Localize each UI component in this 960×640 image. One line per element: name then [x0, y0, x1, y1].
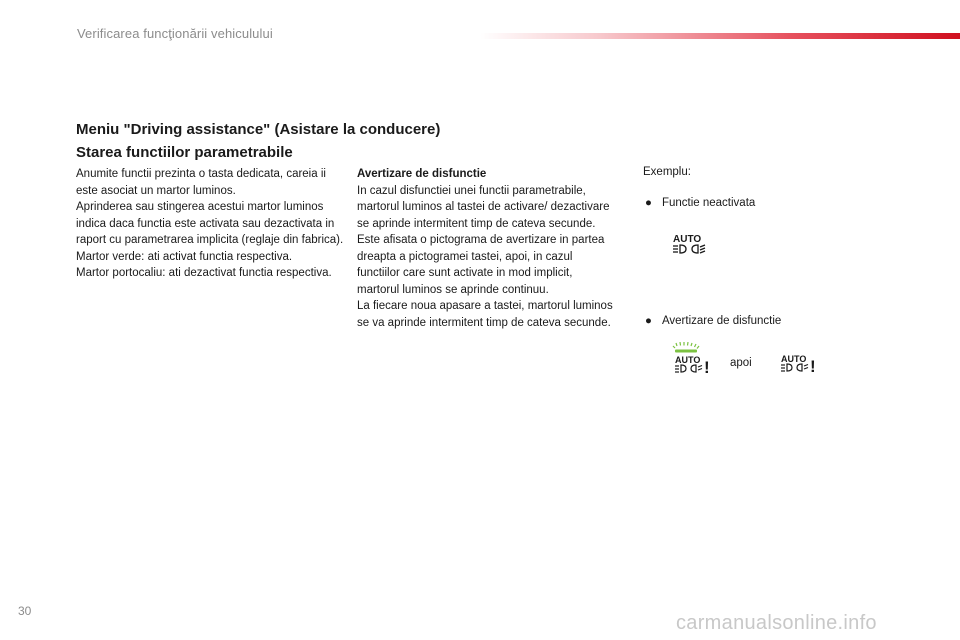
- malfunction-paragraph: In cazul disfunctiei unei functii parametrabile, martorul luminos al tastei de activare/ dezactivare se aprinde intermitent timp de cateva secunde.: [357, 184, 610, 230]
- intro-column: [76, 166, 346, 282]
- warning-exclamation-icon: !: [704, 358, 710, 376]
- example-label: Exemplu:: [643, 166, 691, 178]
- malfunction-paragraph: Este afisata o pictograma de avertizare in partea dreapta a pictogramei tastei, apoi, in cazul functiilor care sunt activate in mod implicit, martorul luminos se aprinde continuu.: [357, 234, 605, 296]
- intro-paragraph: Martor portocaliu: ati dezactivat functia respectiva.: [76, 267, 332, 279]
- auto-icon-text: AUTO: [781, 354, 807, 364]
- example-item-label: Avertizare de disfunctie: [661, 315, 782, 327]
- bullet-dot: ●: [645, 197, 652, 209]
- auto-headlamp-warning-icon: [778, 352, 818, 376]
- auto-headlamp-blinking-warning-icon: [672, 342, 712, 376]
- intro-paragraph: Aprinderea sau stingerea acestui martor luminos indica daca functia este activata sau dezactivata in raport cu parametrarea implicita (reglaje din fabrica).: [76, 201, 344, 246]
- section-title: Meniu "Driving assistance" (Asistare la conducere): [76, 121, 441, 138]
- example-item-malfunction: [645, 315, 781, 327]
- intro-paragraph: Martor verde: ati activat functia respectiva.: [76, 250, 293, 263]
- intro-paragraph: Anumite functii prezinta o tasta dedicata, careia ii este asociat un martor luminos.: [76, 168, 326, 197]
- section-subtitle: Starea functiilor parametrabile: [76, 144, 293, 161]
- example-item-deactivated: [645, 197, 755, 209]
- bullet-dot: ●: [645, 315, 652, 327]
- warning-exclamation-icon: !: [810, 357, 816, 376]
- blinking-indicator-rays: [673, 342, 699, 349]
- auto-icon-text: AUTO: [675, 355, 701, 365]
- malfunction-paragraph: La fiecare noua apasare a tastei, martorul luminos se va aprinde intermitent timp de cateva secunde.: [357, 300, 613, 329]
- auto-icon-text: AUTO: [673, 234, 702, 245]
- watermark: carmanualsonline.info: [676, 612, 877, 634]
- then-label: apoi: [730, 357, 752, 369]
- page-number: 30: [18, 604, 32, 618]
- malfunction-title: Avertizare de disfunctie: [357, 168, 487, 180]
- example-item-label: Functie neactivata: [661, 197, 756, 209]
- header-accent-bar: [480, 33, 960, 39]
- auto-headlamp-icon: [672, 232, 708, 256]
- malfunction-column: [357, 166, 617, 331]
- green-indicator-bar: [675, 350, 697, 353]
- chapter-title: Verificarea funcţionării vehiculului: [77, 26, 273, 41]
